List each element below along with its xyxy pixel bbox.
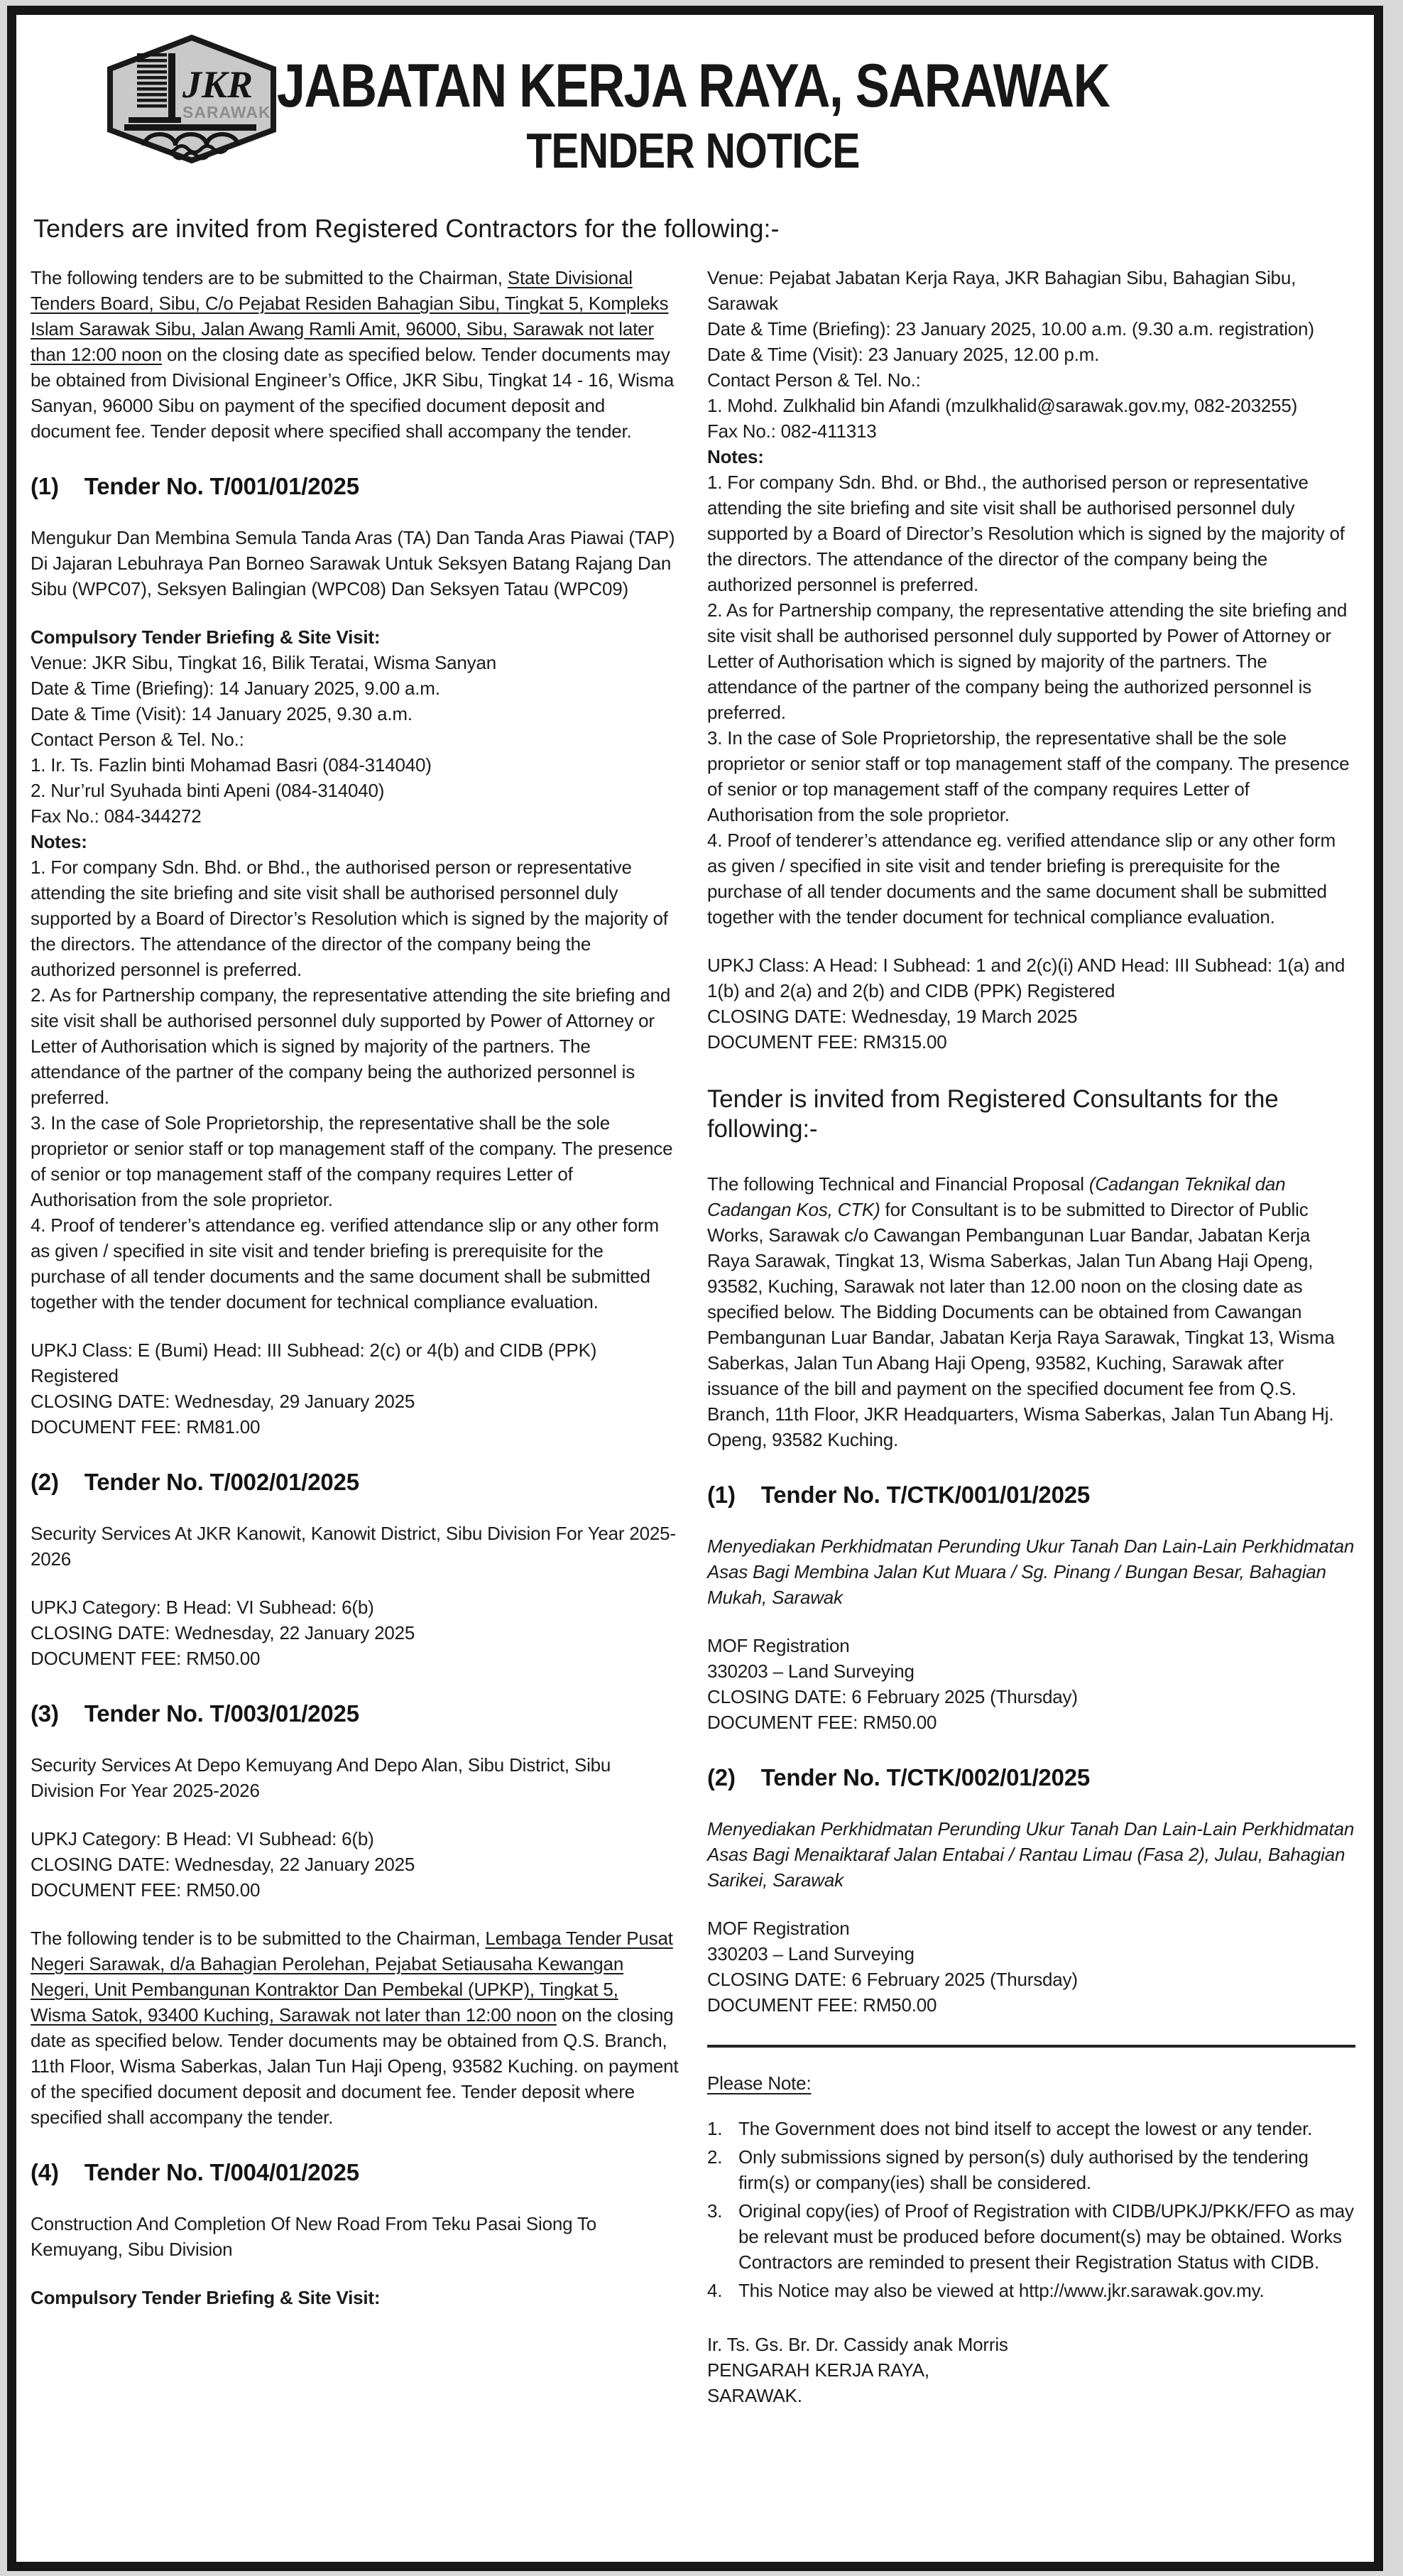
note-item: 3. In the case of Sole Proprietorship, the representative shall be the sole proprietor or senior staff or top management staff of the company. The presence of senior or top management staff of the company requires Letter of Authorisation from the sole proprietor. [707,727,1350,825]
tender-notice-page [7,6,1383,2571]
tender-3-description: Security Services At Depo Kemuyang And Depo Alan, Sibu District, Sibu Division For Year 2025-2026 [31,1754,611,1801]
consultants-section-heading: Tender is invited from Registered Consultants for the following:- [707,1085,1279,1143]
tender-4-title: Tender No. T/004/01/2025 [84,2159,359,2185]
ctk-tender-2-number: (2) [707,1764,736,1790]
ctk-tender-2-description: Menyediakan Perkhidmatan Perunding Ukur Tanah Dan Lain-Lain Perkhidmatan Asas Bagi Menaiktaraf Jalan Entabai / Rantau Limau (Fasa 2), Julau, Bahagian Sarikei, Sarawak [707,1818,1355,1891]
please-note-item [707,2144,1355,2195]
signature-region: SARAWAK. [707,2385,802,2406]
please-note-item-text: Only submissions signed by person(s) duly authorised by the tendering firm(s) or company(ies) shall be considered. [738,2146,1309,2193]
mof-line: MOF Registration [707,1635,850,1656]
closing-date-line: CLOSING DATE: Wednesday, 22 January 2025 [31,1622,415,1643]
please-note-item [707,2278,1355,2303]
closing-date-line: CLOSING DATE: Wednesday, 22 January 2025 [31,1854,415,1875]
header [31,23,1355,192]
tender-2-description: Security Services At JKR Kanowit, Kanowit District, Sibu Division For Year 2025-2026 [31,1523,676,1570]
briefing-heading: Compulsory Tender Briefing & Site Visit: [31,626,381,648]
ctk-tender-1-number: (1) [707,1482,736,1508]
tender-2-meta [31,1594,679,1671]
tender-3-heading [31,1700,679,1728]
note-item: 3. In the case of Sole Proprietorship, the representative shall be the sole proprietor or senior staff or top management staff of the company. The presence of senior or top management staff of the company requires Letter of Authorisation from the sole proprietor. [31,1112,673,1210]
submission-2-pre: The following tender is to be submitted to the Chairman, [31,1928,486,1949]
ctk-tender-1-meta [707,1633,1355,1735]
mof-line: MOF Registration [707,1918,850,1939]
closing-date-line: CLOSING DATE: Wednesday, 19 March 2025 [707,1006,1078,1027]
note-item: 1. For company Sdn. Bhd. or Bhd., the authorised person or representative attending the site briefing and site visit shall be authorised personnel duly supported by a Board of Director’s Resolution which is signed by the majority of the directors. The attendance of the director of the company being the authorized personnel is preferred. [707,472,1345,595]
briefing-line: Date & Time (Visit): 14 January 2025, 9.30 a.m. [31,703,413,724]
logo-sarawak-text: SARAWAK [182,103,271,121]
please-note-list [707,2116,1355,2303]
tender-1-number: (1) [31,473,59,499]
tender-2-heading [31,1468,679,1496]
please-note-item-number: 3. [707,2200,723,2222]
document-fee-line: DOCUMENT FEE: RM50.00 [31,1648,261,1669]
divider [707,2045,1355,2048]
mof-code-line: 330203 – Land Surveying [707,1661,915,1682]
tender-1-briefing [31,624,679,1315]
signature-name: Ir. Ts. Gs. Br. Dr. Cassidy anak Morris [707,2334,1008,2355]
mof-code-line: 330203 – Land Surveying [707,1943,915,1964]
briefing-line: Venue: JKR Sibu, Tingkat 16, Bilik Teratai, Wisma Sanyan [31,652,496,673]
consultant-intro-italic: (Cadangan Teknikal dan Cadangan Kos, CTK) [707,1173,1286,1220]
please-note-item-number: 2. [707,2146,723,2168]
page-title: JABATAN KERJA RAYA, SARAWAK [276,52,1110,120]
upkj-line: UPKJ Class: A Head: I Subhead: 1 and 2(c)(i) AND Head: III Subhead: 1(a) and 1(b) and 2(a) and 2(b) and CIDB (PPK) Registered [707,955,1345,1001]
briefing-line: Date & Time (Visit): 23 January 2025, 12.00 p.m. [707,344,1100,365]
intro-line: Tenders are invited from Registered Contractors for the following:- [33,214,780,243]
submission-2-post: on the closing date as specified below. Tender documents may be obtained from Q.S. Branch, 11th Floor, Wisma Saberkas, Jalan Tun Haji Openg, 93582 Kuching. on payment of the specified document deposit and document fee. Tender deposit where specified shall accompany the tender. [31,2004,679,2128]
please-note-item-text: This Notice may also be viewed at http://www.jkr.sarawak.gov.my. [738,2280,1265,2301]
note-item: 4. Proof of tenderer’s attendance eg. verified attendance slip or any other form as given / specified in site visit and tender briefing is prerequisite for the purchase of all tender documents and the same document shall be submitted together with the tender document for technical compliance evaluation. [31,1214,659,1313]
tender-1-title: Tender No. T/001/01/2025 [84,473,359,499]
tender-4-heading [31,2158,679,2187]
consultant-intro-pre: The following Technical and Financial Proposal [707,1173,1089,1195]
briefing-line: Contact Person & Tel. No.: [707,369,921,391]
briefing-line: Date & Time (Briefing): 14 January 2025, 9.00 a.m. [31,678,440,699]
submission-1-post: on the closing date as specified below. Tender documents may be obtained from Divisional Engineer’s Office, JKR Sibu, Tingkat 14 - 16, Wisma Sanyan, 96000 Sibu on payment of the specified document deposit and document fee. Tender deposit where specified shall accompany the tender. [31,344,675,442]
tender-3-number: (3) [31,1700,59,1727]
logo-jkr-text: JKR [182,63,253,106]
note-item: 2. As for Partnership company, the representative attending the site briefing and site visit shall be authorised personnel duly supported by Power of Attorney or Letter of Authorisation which is signed by majority of the partners. The attendance of the partner of the company being the authorized personnel is preferred. [707,599,1348,723]
note-item: 2. As for Partnership company, the representative attending the site briefing and site visit shall be authorised personnel duly supported by Power of Attorney or Letter of Authorisation which is signed by majority of the partners. The attendance of the partner of the company being the authorized personnel is preferred. [31,984,671,1108]
please-note-heading: Please Note: [707,2072,812,2094]
please-note-item [707,2198,1355,2275]
ctk-tender-2-meta [707,1915,1355,2018]
signature-block [707,2332,1355,2408]
document-fee-line: DOCUMENT FEE: RM50.00 [31,1879,261,1901]
document-fee-line: DOCUMENT FEE: RM81.00 [31,1416,261,1438]
briefing-line: Date & Time (Briefing): 23 January 2025, 10.00 a.m. (9.30 a.m. registration) [707,318,1314,339]
submission-2-address: Lembaga Tender Pusat Negeri Sarawak, d/a Bahagian Perolehan, Pejabat Setiausaha Kewangan Negeri, Unit Pembangunan Kontraktor Dan Pembekal (UPKP), Tingkat 5, Wisma Satok, 93400 Kuching, Sarawak not later than 12:00 noon [31,1928,673,2026]
tender-4-briefing [707,265,1355,930]
tender-4-number: (4) [31,2159,59,2185]
signature-title: PENGARAH KERJA RAYA, [707,2359,929,2381]
briefing-line: Fax No.: 084-344272 [31,805,202,827]
closing-date-line: CLOSING DATE: Wednesday, 29 January 2025 [31,1391,415,1412]
submission-1-address: State Divisional Tenders Board, Sibu, C/o Pejabat Residen Bahagian Sibu, Tingkat 5, Kompleks Islam Sarawak Sibu, Jalan Awang Ramli Amit, 96000, Sibu, Sarawak not later than 12:00 noon [31,267,669,365]
please-note-item-number: 1. [707,2118,723,2139]
tender-2-title: Tender No. T/002/01/2025 [84,1469,359,1495]
tender-2-number: (2) [31,1469,59,1495]
submission-paragraph-1 [31,265,679,444]
document-fee-line: DOCUMENT FEE: RM50.00 [707,1994,937,2016]
ctk-tender-1-heading [707,1481,1355,1509]
ctk-tender-2-heading [707,1763,1355,1792]
upkj-line: UPKJ Category: B Head: VI Subhead: 6(b) [31,1828,374,1849]
closing-date-line: CLOSING DATE: 6 February 2025 (Thursday) [707,1686,1078,1707]
notes-heading: Notes: [707,446,764,467]
tender-1-description: Mengukur Dan Membina Semula Tanda Aras (TA) Dan Tanda Aras Piawai (TAP) Di Jajaran Lebuhraya Pan Borneo Sarawak Untuk Seksyen Batang Rajang Dan Sibu (WPC07), Seksyen Balingian (WPC08) Dan Seksyen Tatau (WPC09) [31,527,675,599]
document-fee-line: DOCUMENT FEE: RM315.00 [707,1031,947,1053]
right-column [707,265,1355,2408]
document-fee-line: DOCUMENT FEE: RM50.00 [707,1712,937,1733]
tender-3-meta [31,1826,679,1903]
please-note-item-text: Original copy(ies) of Proof of Registration with CIDB/UPKJ/PKK/FFO as may be relevant must be produced before document(s) may be obtained. Works Contractors are reminded to present their Registration Status with CIDB. [738,2200,1354,2273]
tender-1-heading [31,472,679,501]
tender-4-meta [707,952,1355,1055]
briefing-line: Contact Person & Tel. No.: [31,729,244,750]
please-note-item [707,2116,1355,2141]
note-item: 1. For company Sdn. Bhd. or Bhd., the authorised person or representative attending the site briefing and site visit shall be authorised personnel duly supported by a Board of Director’s Resolution which is signed by the majority of the directors. The attendance of the director of the company being the authorized personnel is preferred. [31,857,668,980]
page-subtitle: TENDER NOTICE [526,123,860,179]
closing-date-line: CLOSING DATE: 6 February 2025 (Thursday) [707,1969,1078,1990]
submission-1-pre: The following tenders are to be submitted to the Chairman, [31,267,508,288]
note-item: 4. Proof of tenderer’s attendance eg. verified attendance slip or any other form as given / specified in site visit and tender briefing is prerequisite for the purchase of all tender documents and the same document shall be submitted together with the tender document for technical compliance evaluation. [707,830,1336,928]
briefing-line: Venue: Pejabat Jabatan Kerja Raya, JKR Bahagian Sibu, Bahagian Sibu, Sarawak [707,267,1296,314]
ctk-tender-2-title: Tender No. T/CTK/002/01/2025 [760,1764,1091,1790]
tender-1-meta [31,1337,679,1440]
briefing-heading: Compulsory Tender Briefing & Site Visit: [31,2287,381,2308]
briefing-line: Fax No.: 082-411313 [707,420,877,442]
upkj-line: UPKJ Class: E (Bumi) Head: III Subhead: 2(c) or 4(b) and CIDB (PPK) Registered [31,1339,597,1386]
submission-paragraph-2 [31,1925,679,2130]
tender-4-description: Construction And Completion Of New Road From Teku Pasai Siong To Kemuyang, Sibu Division [31,2213,596,2260]
columns [31,265,1355,2408]
briefing-line: 1. Ir. Ts. Fazlin binti Mohamad Basri (084-314040) [31,754,432,776]
please-note-item-text: The Government does not bind itself to accept the lowest or any tender. [738,2118,1313,2139]
notes-heading: Notes: [31,831,87,852]
consultant-intro-post: for Consultant is to be submitted to Director of Public Works, Sarawak c/o Cawangan Pembangunan Luar Bandar, Jabatan Kerja Raya Sarawak, Tingkat 13, Wisma Saberkas, Jalan Tun Abang Haji Openg, 93582, Kuching, Sarawak not later than 12.00 noon on the closing date as specified below. The Bidding Documents can be obtained from Cawangan Pembangunan Luar Bandar, Jabatan Kerja Raya Sarawak, Tingkat 13, Wisma Saberkas, Jalan Tun Abang Haji Openg, 93582, Kuching, Sarawak after issuance of the bill and payment on the specified document fee from Q.S. Branch, 11th Floor, JKR Headquarters, Wisma Saberkas, Jalan Tun Abang Hj. Openg, 93582 Kuching. [707,1199,1335,1450]
briefing-line: 2. Nur’rul Syuhada binti Apeni (084-314040) [31,780,385,801]
consultant-intro-paragraph [707,1171,1355,1452]
ctk-tender-1-title: Tender No. T/CTK/001/01/2025 [760,1482,1091,1508]
tender-3-title: Tender No. T/003/01/2025 [84,1700,359,1727]
please-note-item-number: 4. [707,2280,723,2301]
ctk-tender-1-description: Menyediakan Perkhidmatan Perunding Ukur Tanah Dan Lain-Lain Perkhidmatan Asas Bagi Membina Jalan Kut Muara / Sg. Pinang / Bungan Besar, Bahagian Mukah, Sarawak [707,1536,1355,1608]
briefing-line: 1. Mohd. Zulkhalid bin Afandi (mzulkhalid@sarawak.gov.my, 082-203255) [707,395,1298,416]
upkj-line: UPKJ Category: B Head: VI Subhead: 6(b) [31,1597,374,1618]
left-column [31,265,679,2408]
